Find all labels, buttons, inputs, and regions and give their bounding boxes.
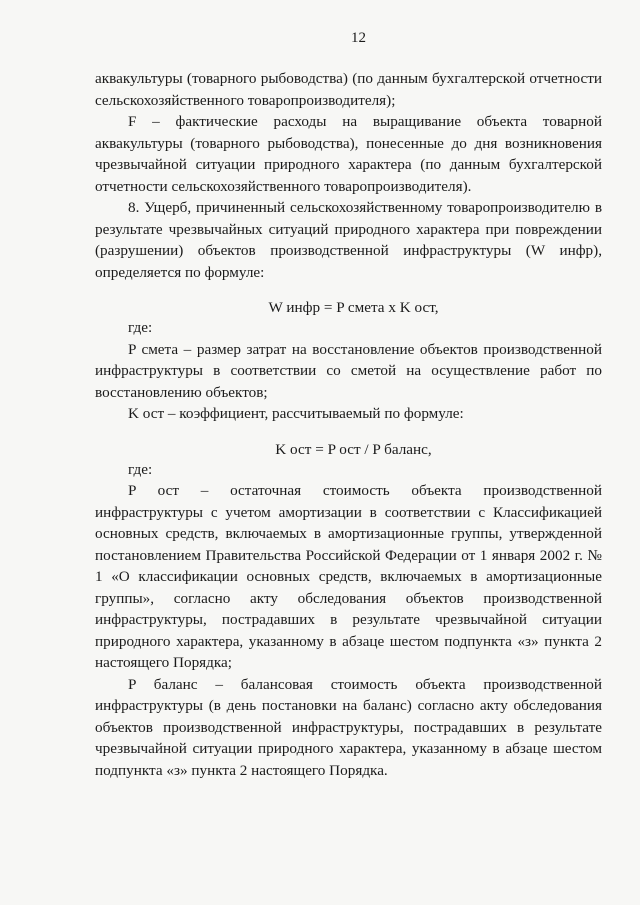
paragraph-p-balans: P баланс – балансовая стоимость объекта производственной инфраструктуры (в день постановки на баланс) согласно акту обследования объектов производственной инфраструктуры, пострадавших в результате чрезвычайной ситуации природного характера, указанному в абзаце шестом подпункта «з» пункта 2 настоящего Порядка.	[95, 675, 602, 779]
paragraph-f-definition: F – фактические расходы на выращивание объекта товарной аквакультуры (товарного рыбоводства), понесенные до дня возникновения чрезвычайной ситуации природного характера (по данным бухгалтерской отчетности сельскохозяйственного товаропроизводителя).	[95, 113, 602, 195]
where-label: где:	[128, 319, 153, 336]
paragraph-item-8: 8. Ущерб, причиненный сельскохозяйственному товаропроизводителю в результате чрезвычайных ситуаций природного характера при повреждении (разрушении) объектов производственной инфраструктуры (W инфр), определяется по формуле:	[95, 199, 602, 281]
paragraph-k-ost: K ост – коэффициент, рассчитываемый по формуле:	[128, 405, 464, 422]
where-label: где:	[128, 460, 153, 478]
paragraph-continuation: аквакультуры (товарного рыбоводства) (по данным бухгалтерской отчетности сельскохозяйственного товаропроизводителя);	[95, 70, 602, 109]
paragraph-p-ost: P ост – остаточная стоимость объекта производственной инфраструктуры с учетом амортизации в соответствии с Классификацией основных средств, включаемых в амортизационные группы, утвержденной постановлением Правительства Российской Федерации от 1 января 2002 г. № 1 «О классификации основных средств, включаемых в амортизационные группы», согласно акту обследования объектов производственной инфраструктуры, пострадавших в результате чрезвычайной ситуации природного характера, указанному в абзаце шестом подпункта «з» пункта 2 настоящего Порядка;	[95, 482, 602, 671]
page-number: 12	[351, 30, 366, 46]
formula-w-infr: W инфр = P смета x K ост,	[268, 299, 439, 316]
formula-k-ost: K ост = P ост / P баланс,	[275, 440, 432, 458]
paragraph-p-smeta: P смета – размер затрат на восстановление объектов производственной инфраструктуры в соответствии со сметой на осуществление работ по восстановлению объектов;	[95, 340, 602, 401]
